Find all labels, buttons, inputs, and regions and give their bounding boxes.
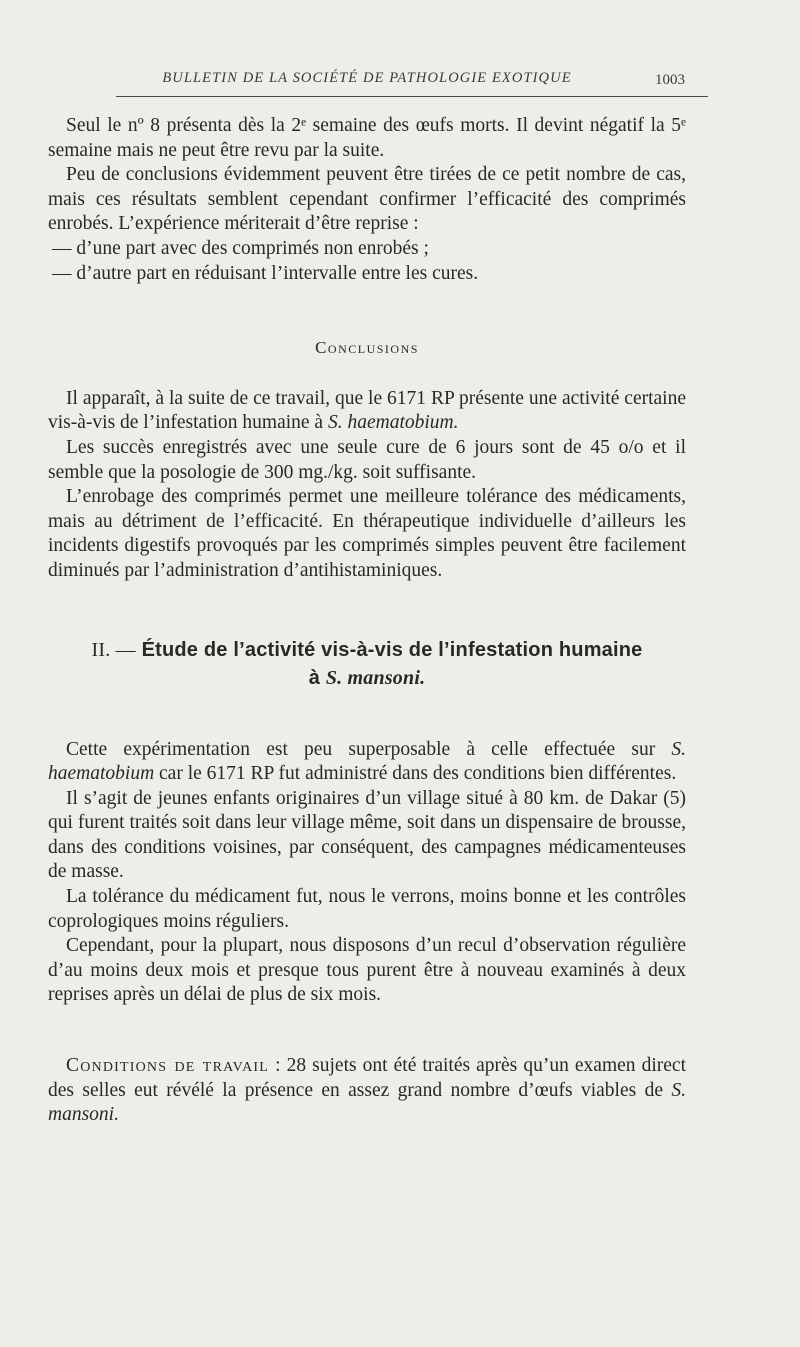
conclusions-p1-text: Il apparaît, à la suite de ce travail, que le 6171 RP présente une activité certaine vis-à-vis de l’infestation humaine à bbox=[48, 387, 686, 434]
section-2-paragraph-4: Cependant, pour la plupart, nous disposons d’un recul d’observation régulière d’au moins deux mois et presque tous purent être à nouveau examinés à deux reprises après un délai de plus de six mois. bbox=[48, 935, 686, 1006]
conditions-text: : 28 sujets ont été traités après qu’un examen direct des selles eut révélé la présence en assez grand nombre d’œufs viables de bbox=[48, 1055, 686, 1101]
section-2-title-species: S. mansoni. bbox=[325, 666, 426, 689]
page-number: 1003 bbox=[655, 72, 685, 88]
dash-item-2: — d’autre part en réduisant l’intervalle entre les cures. bbox=[52, 262, 479, 284]
running-title: BULLETIN DE LA SOCIÉTÉ DE PATHOLOGIE EXOTIQUE bbox=[162, 70, 572, 86]
conclusions-p1-species: S. haematobium. bbox=[327, 412, 459, 434]
section-2-paragraph-3: La tolérance du médicament fut, nous le verrons, moins bonne et les contrôles coprologiques moins réguliers. bbox=[48, 886, 686, 932]
section-2-paragraph-1 bbox=[48, 738, 686, 787]
conditions-species: S. mansoni. bbox=[48, 1079, 686, 1126]
conclusions-heading: Conclusions bbox=[315, 338, 419, 358]
intro-paragraph-1: Seul le nº 8 présenta dès la 2ᵉ semaine des œufs morts. Il devint négatif la 5ᵉ semaine mais ne peut être revu par la suite. bbox=[48, 115, 686, 161]
body-text bbox=[48, 114, 686, 1128]
conditions-label: Conditions de travail bbox=[66, 1055, 270, 1077]
section-2-title-prefix: à bbox=[308, 666, 321, 689]
conclusions-paragraph-1 bbox=[48, 387, 686, 436]
section-2-title: Étude de l’activité vis-à-vis de l’infestation humaine bbox=[141, 638, 643, 661]
section-2-heading bbox=[48, 636, 686, 692]
s2-p1-species: S. haematobium bbox=[48, 738, 686, 785]
section-2-numeral: II. — bbox=[91, 638, 136, 661]
conclusions-paragraph-2: Les succès enregistrés avec une seule cure de 6 jours sont de 45 o/o et il semble que la posologie de 300 mg./kg. soit suffisante. bbox=[48, 436, 686, 483]
section-2-paragraph-2: Il s’agit de jeunes enfants originaires d’un village situé à 80 km. de Dakar (5) qui furent traités soit dans leur village même, soit dans un dispensaire de brousse, dans des conditions voisines, par conséquent, des campagnes médicamenteuses de masse. bbox=[48, 787, 686, 883]
header-rule bbox=[116, 96, 708, 97]
spacer bbox=[48, 1008, 686, 1054]
conditions-paragraph bbox=[48, 1054, 686, 1128]
conclusions-paragraph-3: L’enrobage des comprimés permet une meilleure tolérance des médicaments, mais au détriment de l’efficacité. En thérapeutique individuelle d’ailleurs les incidents digestifs provoqués par les comprimés simples peuvent être facilement diminués par l’administration d’antihistaminiques. bbox=[48, 486, 686, 581]
intro-paragraph-2: Peu de conclusions évidemment peuvent être tirées de ce petit nombre de cas, mais ces résultats semblent cependant confirmer l’efficacité des comprimés enrobés. L’expérience mériterait d’être reprise : bbox=[48, 164, 686, 235]
dash-item-1: — d’une part avec des comprimés non enrobés ; bbox=[52, 237, 429, 259]
s2-p1-end: car le 6171 RP fut administré dans des conditions bien différentes. bbox=[154, 763, 677, 785]
s2-p1-start: Cette expérimentation est peu superposable à celle effectuée sur bbox=[66, 738, 672, 760]
